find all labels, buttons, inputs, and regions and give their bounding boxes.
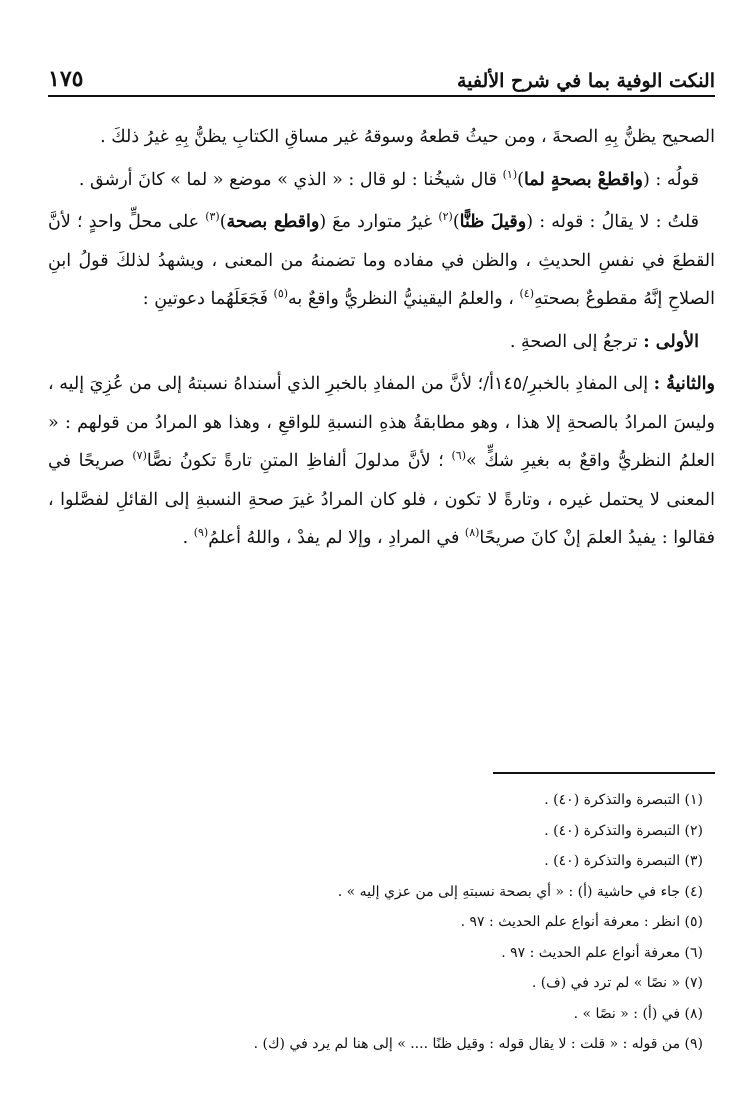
footnote-ref-4: (٤)	[519, 287, 535, 301]
paragraph-1-text: الصحيح يظنُّ بِهِ الصحةَ ، ومن حيثُ قطعهُ وسوقهُ غير مساقِ الكتابِ يظنُّ بِهِ غيرُ ذلكَ .	[100, 127, 715, 147]
p5-heading: والثانيةُ :	[653, 374, 715, 394]
p5-text-4: في المرادِ ، وإلا لم يفدْ ، واللهُ أعلمُ	[208, 528, 465, 548]
footnote-ref-8: (٨)	[464, 526, 480, 540]
footnote-5: (٥) انظر : معرفة أنواع علم الحديث : ٩٧ .	[460, 914, 703, 930]
p5-text-1: إلى المفادِ بالخبرِ/١٤٥أ/؛ لأنَّ من المفادِ بالخبرِ الذي أسنداهُ نسبتهُ إلى من عُزِيَ إليه ، وليسَ المرادُ بالصحةِ إلا هذا ، وهو مطابقةُ هذهِ النسبةِ للواقعِ ، وهذا هو المرادُ من قولهم : « العلمُ النظريُّ واقعٌ به بغيرِ شكٍّ »	[48, 374, 716, 471]
footnote-ref-9: (٩)	[193, 526, 209, 540]
p4-text: ترجعُ إلى الصحةِ .	[509, 331, 644, 352]
p3-close-1: )	[452, 212, 460, 232]
footnote-ref-7: (٧)	[132, 449, 147, 463]
paragraph-4	[48, 323, 715, 362]
p3-intro: قلتُ : لا يقالُ : قوله : (	[526, 212, 700, 232]
p3-mid: غيرُ متوارد معَ (	[319, 212, 439, 232]
page-header	[48, 52, 715, 92]
p5-text-3: صريحًا في المعنى لا يحتمل غيره ، وتارةً لا تكون ، فلو كان المرادُ غيرَ صحةِ النسبةِ إلى القائلِ لفصَّلوا ، فقالوا : يفيدُ العلمَ إنْ كانَ صريحًا	[48, 451, 715, 548]
p2-close: )	[517, 169, 524, 190]
footnote-9: (٩) من قوله : « قلت : لا يقال قوله : وقيل ظنًا .... » إلى هنا لم يرد في (ك) .	[253, 1036, 703, 1052]
footnote-1: (١) التبصرة والتذكرة (٤٠) .	[544, 792, 703, 808]
running-title: النكت الوفية بما في شرح الألفية	[457, 70, 715, 92]
p3-body-2: ، والعلمُ اليقينيُّ النظريُّ واقعٌ به	[288, 289, 520, 309]
p3-quote-2: واقطع بصحة	[226, 212, 320, 232]
p5-text-5: .	[182, 528, 194, 548]
p2-intro: قولُه : (	[643, 169, 699, 190]
footnote-8: (٨) في (أ) : « نصًا » .	[573, 1005, 703, 1022]
footnote-6: (٦) معرفة أنواع علم الحديث : ٩٧ .	[501, 944, 703, 961]
p5-text-2: ؛ لأنَّ مدلولَ ألفاظِ المتنِ تارةً تكونُ نصًّا	[146, 451, 452, 471]
footnote-divider	[493, 772, 715, 774]
paragraph-2	[48, 161, 715, 200]
p3-body: على محلٍّ واحدٍ ؛ لأنَّ القطعَ في نفسِ الحديثِ ، والظن في مفاده وما تضمنهُ من المعنى ، ويشهدُ لذلكَ قولُ ابنِ الصلاحِ إنَّهُ مقطوعٌ بصحتهِ	[48, 212, 715, 309]
p2-quote: واقطعْ بصحةٍ لما	[523, 169, 644, 190]
p4-heading: الأولى :	[643, 331, 699, 352]
main-text	[48, 118, 715, 562]
footnote-ref-1: (١)	[502, 167, 518, 181]
p3-quote-1: وقيلَ ظنًّا	[459, 212, 527, 232]
paragraph-3	[48, 203, 715, 319]
footnote-ref-2: (٢)	[438, 210, 453, 224]
footnote-2: (٢) التبصرة والتذكرة (٤٠) .	[544, 822, 703, 839]
p3-close-2: )	[219, 212, 227, 232]
footnote-ref-3: (٣)	[205, 210, 220, 224]
footnote-7: (٧) « نصًا » لم ترد في (ف) .	[531, 975, 703, 991]
footnote-ref-6: (٦)	[451, 449, 467, 463]
header-divider	[48, 95, 715, 97]
footnote-4: (٤) جاء في حاشية (أ) : « أي بصحة نسبتهِ إلى من عزي إليه » .	[337, 883, 703, 900]
footnotes-list	[48, 785, 715, 1060]
p2-rest: قال شيخُنا : لو قال : « الذي » موضع « لما » كانَ أرشق .	[78, 169, 503, 190]
p3-end: فَجَعَلَهُما دعوتينِ :	[142, 289, 274, 309]
footnote-ref-5: (٥)	[273, 287, 289, 301]
footnote-3: (٣) التبصرة والتذكرة (٤٠) .	[544, 853, 703, 869]
paragraph-1	[48, 118, 715, 157]
page-number: ١٧٥	[48, 66, 84, 92]
paragraph-5	[48, 365, 715, 558]
